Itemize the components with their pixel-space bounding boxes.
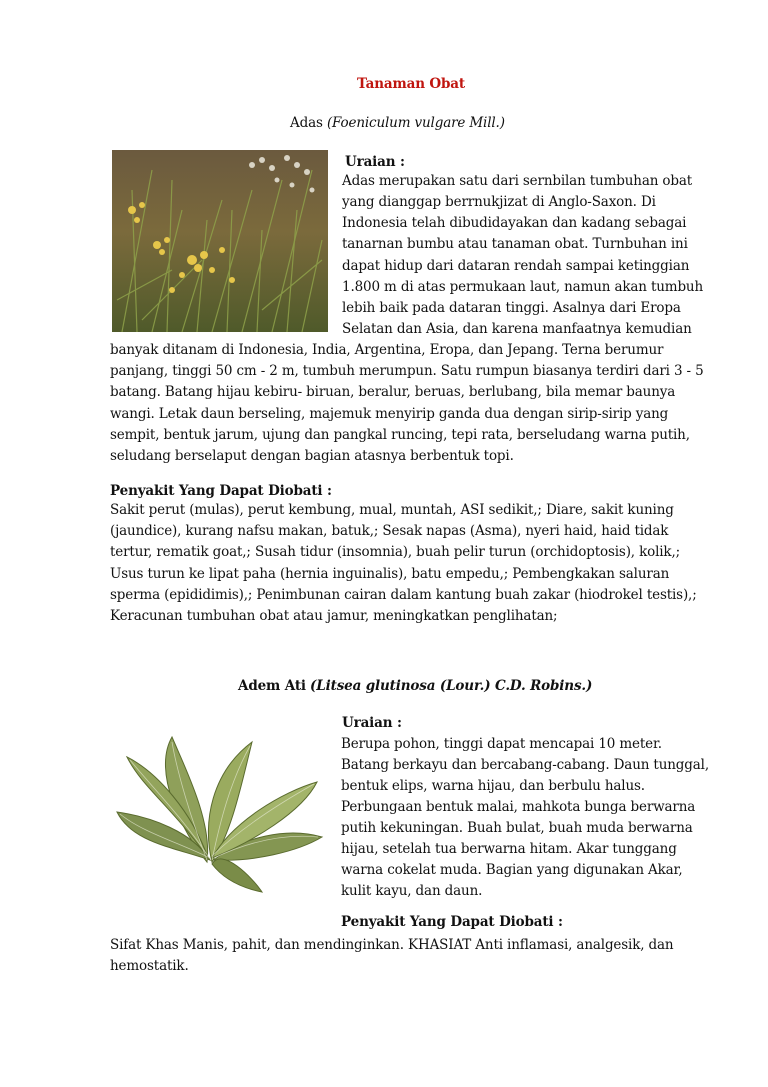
desc-line: warna cokelat muda. Bagian yang digunakan Akar, [341, 862, 683, 878]
disease-line: tertur, rematik goat,; Susah tidur (insomnia), buah pelir turun (orchidoptosis), kolik,; [110, 544, 681, 560]
desc-line: yang dianggap berrnukjizat di Anglo-Saxon. Di [342, 194, 656, 210]
desc-line: Berupa pohon, tinggi dapat mencapai 10 meter. [341, 736, 662, 752]
desc-line: tanarnan bumbu atau tanaman obat. Turnbuhan ini [342, 236, 688, 252]
desc-line: 1.800 m di atas permukaan laut, namun akan tumbuh [342, 279, 704, 295]
desc-line: Indonesia telah dibudidayakan dan kadang sebagai [342, 215, 687, 231]
disease-heading: Penyakit Yang Dapat Diobati : [110, 483, 332, 499]
desc-line: wangi. Letak daun berseling, majemuk menyirip ganda dua dengan sirip-sirip yang [110, 406, 669, 422]
fennel-plant-photo [112, 150, 328, 332]
desc-line: seludang berselaput dengan bagian atasnya berbentuk topi. [110, 448, 514, 464]
disease-line: sperma (epididimis),; Penimbunan cairan dalam kantung buah zakar (hiodrokel testis),; [110, 587, 697, 603]
desc-line: hijau, setelah tua berwarna hitam. Akar tunggang [341, 841, 677, 857]
desc-line: sempit, bentuk jarum, ujung dan pangkal runcing, tepi rata, berseludang warna putih, [110, 427, 690, 443]
plant-heading-adem-ati [238, 676, 592, 697]
uraian-heading: Uraian : [342, 715, 402, 731]
plant-heading-adas [290, 113, 505, 134]
uraian-heading: Uraian : [345, 154, 405, 170]
litsea-leaves-photo [112, 712, 327, 897]
desc-line: Selatan dan Asia, dan karena manfaatnya kemudian [342, 321, 692, 337]
desc-line: lebih baik pada dataran tinggi. Asalnya dari Eropa [342, 300, 681, 316]
desc-line: Adas merupakan satu dari sernbilan tumbuhan obat [342, 173, 693, 189]
plant-latin-name: (Litsea glutinosa (Lour.) C.D. Robins.) [310, 678, 593, 694]
desc-line: kulit kayu, dan daun. [341, 883, 483, 899]
disease-line: Keracunan tumbuhan obat atau jamur, meningkatkan penglihatan; [110, 608, 558, 624]
disease-line: Sifat Khas Manis, pahit, dan mendinginkan. KHASIAT Anti inflamasi, analgesik, dan [110, 937, 674, 953]
plant-name: Adem Ati [238, 678, 306, 694]
desc-line: banyak ditanam di Indonesia, India, Argentina, Eropa, dan Jepang. Terna berumur [110, 342, 664, 358]
page-title: Tanaman Obat [357, 76, 465, 92]
desc-line: dapat hidup dari dataran rendah sampai ketinggian [342, 258, 690, 274]
desc-line: panjang, tinggi 50 cm - 2 m, tumbuh merumpun. Satu rumpun biasanya terdiri dari 3 - 5 [110, 363, 704, 379]
disease-line: Usus turun ke lipat paha (hernia inguinalis), batu empedu,; Pembengkakan saluran [110, 566, 670, 582]
desc-line: batang. Batang hijau kebiru- biruan, beralur, beruas, berlubang, bila memar baunya [110, 384, 676, 400]
desc-line: bentuk elips, warna hijau, dan berbulu halus. [341, 778, 645, 794]
desc-line: Batang berkayu dan bercabang-cabang. Daun tunggal, [341, 757, 709, 773]
desc-line: Perbungaan bentuk malai, mahkota bunga berwarna [341, 799, 696, 815]
disease-heading: Penyakit Yang Dapat Diobati : [341, 914, 563, 930]
desc-line: putih kekuningan. Buah bulat, buah muda berwarna [341, 820, 693, 836]
disease-line: (jaundice), kurang nafsu makan, batuk,; Sesak napas (Asma), nyeri haid, haid tidak [110, 523, 669, 539]
plant-latin-name: (Foeniculum vulgare Mill.) [326, 115, 505, 131]
disease-line: Sakit perut (mulas), perut kembung, mual, muntah, ASI sedikit,; Diare, sakit kuning [110, 502, 674, 518]
disease-line: hemostatik. [110, 958, 189, 974]
plant-name: Adas [290, 115, 323, 131]
